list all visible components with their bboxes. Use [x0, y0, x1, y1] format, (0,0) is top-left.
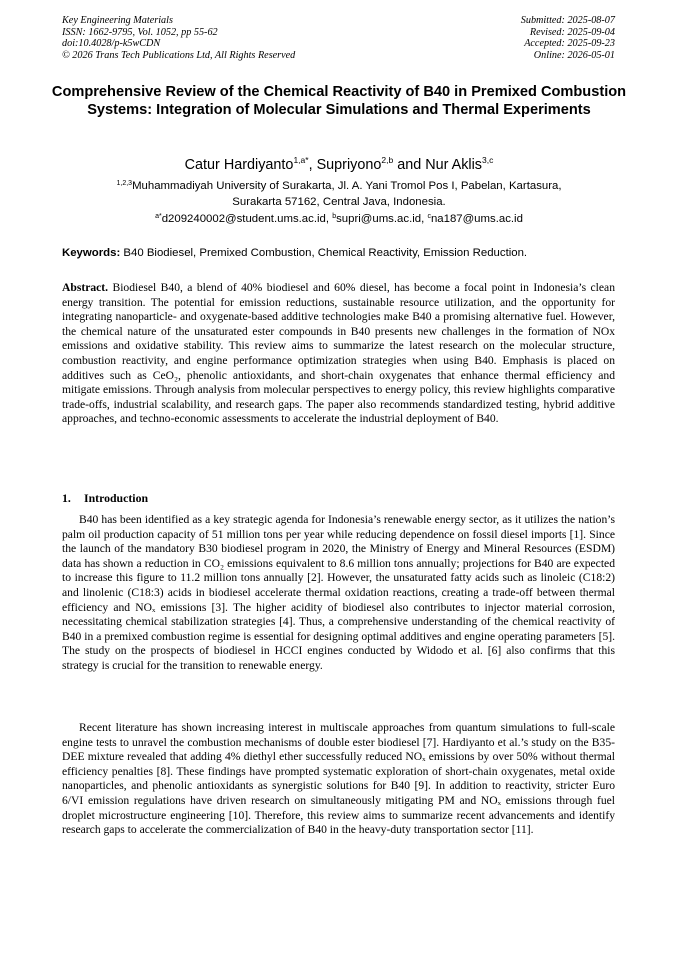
- body-paragraph: B40 has been identified as a key strategic agenda for Indonesia’s renewable energy sector, as it utilizes the nation’s palm oil production capacity of 51 million tons per year while reducing dependence on fossil diesel imports [1]. Since the launch of the mandatory B30 biodiesel program in 2020, the Ministry of Energy and Mineral Resources (ESDM) data has shown a reduction in CO₂ emissions equivalent to 8.6 million tons annually; projections for B40 are expected to increase this figure to 11.2 million tons annually [2]. However, the unsaturated fatty acids such as linoleic (C18:2) and linolenic (C18:3) acids in biodiesel accelerate thermal oxidation reactions, creating a trade-off between thermal efficiency and NOₓ emissions [3]. The higher acidity of biodiesel also contributes to injector material corrosion, necessitating chemical stabilization strategies [4]. Thus, a comprehensive understanding of the chemical reactivity of B40 in a premixed combustion regime is essential for designing optimal additives and engine operating parameters [5]. The study on the prospects of biodiesel in HCCI engines conducted by Widodo et al. [6] also confirms that this strategy is crucial for the transition to renewable energy.: [62, 513, 615, 672]
- email-link[interactable]: supri@ums.ac.id,: [336, 213, 428, 225]
- section-heading: [62, 491, 148, 506]
- author-emails: [40, 210, 638, 226]
- affiliation-line-1: [60, 176, 618, 195]
- abstract-label: Abstract.: [62, 281, 109, 294]
- author-separator: ,: [308, 157, 317, 173]
- affiliation: [60, 176, 618, 210]
- author-list: [40, 151, 638, 174]
- email-superscript: b: [332, 213, 337, 220]
- body-paragraph: Recent literature has shown increasing interest in multiscale approaches from quantum simulations to full-scale engine tests to unravel the combustion mechanisms of double ester biodiesel [7]. Hardiyanto et al.’s study on the B35-DEE mixture revealed that adding 4% diethyl ether successfully reduced NOₓ emissions by over 50% without thermal efficiency penalties [8]. These findings have prompted systematic exploration of short-chain oxygenates, metal oxide nanoparticles, and phenolic antioxidants as synergistic solutions for B40 [9]. In addition to reactivity, stricter Euro 6/VI emission regulations have driven research on simultaneously mitigating PM and NOₓ emissions through fuel droplet microstructure engineering [10]. Therefore, this review aims to summarize recent advancements and identify research gaps to accelerate the commercialization of B40 in the heavy-duty transportation sector [11].: [62, 721, 615, 837]
- accepted-date: Accepted: 2025-09-23: [524, 38, 615, 50]
- author-name: Catur Hardiyanto: [184, 157, 294, 173]
- abstract: [62, 281, 615, 427]
- journal-info: [62, 15, 295, 61]
- keywords-label: Keywords:: [62, 247, 121, 259]
- online-date: Online: 2026-05-01: [533, 49, 615, 61]
- journal-name: Key Engineering Materials: [62, 15, 173, 26]
- author-name: Nur Aklis: [425, 157, 482, 173]
- email-link[interactable]: d209240002@student.ums.ac.id,: [161, 213, 333, 225]
- paper-title: Comprehensive Review of the Chemical Reactivity of B40 in Premixed Combustion Systems: Integration of Molecular Simulations and Thermal Experiments: [51, 84, 627, 119]
- section-number: 1.: [62, 491, 71, 505]
- keywords-text: B40 Biodiesel, Premixed Combustion, Chemical Reactivity, Emission Reduction.: [120, 247, 528, 259]
- author-separator: and: [393, 157, 426, 173]
- email-superscript: c: [427, 213, 431, 220]
- email-link[interactable]: na187@ums.ac.id: [430, 213, 523, 225]
- submitted-date: Submitted: 2025-08-07: [520, 15, 615, 26]
- doi-line: doi:10.4028/p-k5wCDN: [62, 38, 161, 50]
- affiliation-text: Muhammadiyah University of Surakarta, Jl. A. Yani Tromol Pos I, Pabelan, Kartasura,: [132, 180, 562, 192]
- revised-date: Revised: 2025-09-04: [529, 26, 615, 38]
- author-superscript: 3,c: [482, 155, 494, 165]
- issn-line: ISSN: 1662-9795, Vol. 1052, pp 55-62: [62, 26, 218, 38]
- author-name: Supriyono: [316, 157, 382, 173]
- section-title: Introduction: [84, 491, 149, 505]
- email-superscript: a*: [155, 213, 162, 220]
- keywords: [62, 246, 618, 260]
- affiliation-superscript: 1,2,3: [116, 180, 133, 187]
- copyright-line: © 2026 Trans Tech Publications Ltd, All Rights Reserved: [62, 49, 296, 61]
- author-superscript: 2,b: [381, 155, 394, 165]
- abstract-text: Biodiesel B40, a blend of 40% biodiesel and 60% diesel, has become a focal point in Indonesia’s clean energy transition. The potential for emission reductions, sustainable resource utilization, and the opportunity for integrating nanoparticle- and oxygenate-based additive technologies make B40 a promising alternative fuel. However, the chemical nature of the unsaturated ester compounds in B40 presents new challenges in the formation of NOx emissions and oxidative stability. This review aims to summarize the latest research on the molecular structure, combustion reactivity, and engine performance optimization strategies when using B40. Emphasis is placed on additives such as CeO₂, phenolic antioxidants, and short-chain oxygenates that enhance thermal efficiency and mitigate emissions. Through analysis from molecular perspectives to energy policy, this review highlights comparative trade-offs, industrial scalability, and research gaps. The paper also recommends standardized testing, hybrid additive approaches, and techno-economic assessments to accelerate the industrial deployment of B40.: [62, 281, 615, 426]
- affiliation-line-2: Surakarta 57162, Central Java, Indonesia.: [232, 195, 446, 208]
- author-superscript: 1,a*: [293, 155, 309, 165]
- publication-dates: [521, 15, 615, 61]
